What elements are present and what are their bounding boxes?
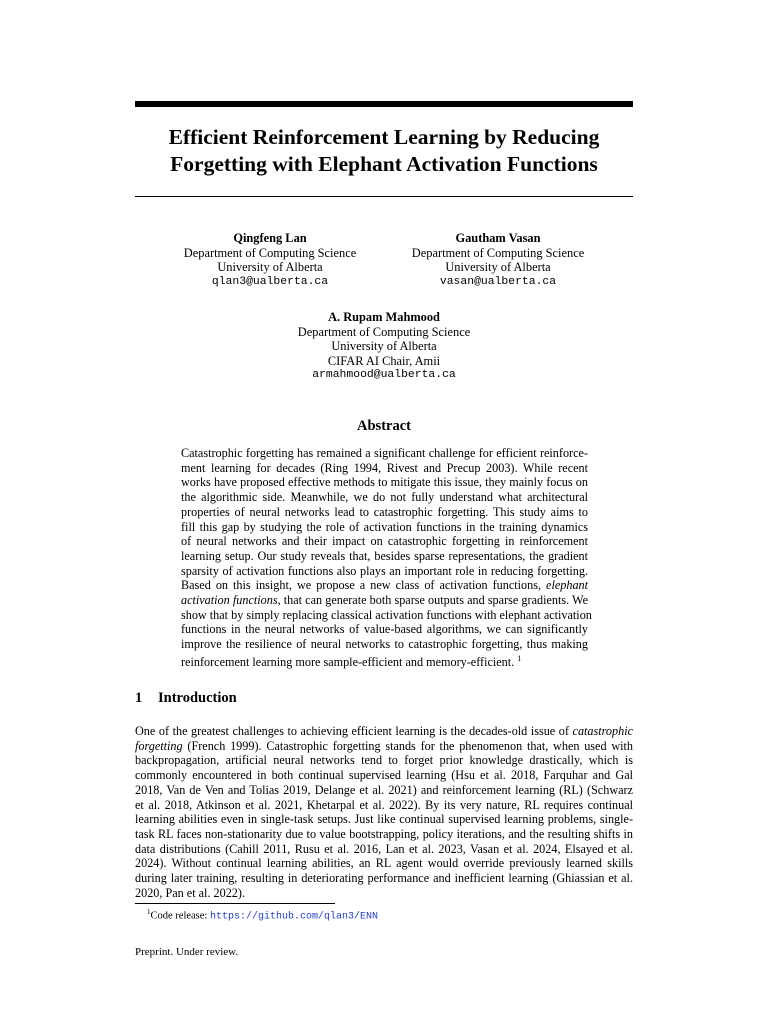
- abstract-line: improve the resilience of neural networks to catastrophic forgetting, thus making: [181, 637, 588, 652]
- author-chair: CIFAR AI Chair, Amii: [327, 353, 441, 368]
- intro-paragraph: [135, 724, 633, 900]
- body-emphasis: catastrophic: [572, 724, 634, 738]
- abstract-line: properties of neural networks lead to catastrophic forgetting. This study aims to: [181, 504, 588, 519]
- body-emphasis: forgetting: [135, 738, 183, 753]
- author-email: vasan@ualberta.ca: [439, 275, 557, 288]
- author-name: Qingfeng Lan: [233, 231, 307, 245]
- abstract-line: ment learning for decades (Ring 1994, Rivest and Precup 2003). While recent: [181, 460, 588, 475]
- abstract-heading: Abstract: [357, 418, 411, 434]
- author-university: University of Alberta: [331, 339, 437, 353]
- body-line: et al. 2018, Atkinson et al. 2021, Khetarpal et al. 2022). By its very nature, RL requires continual: [135, 797, 633, 812]
- author-name: A. Rupam Mahmood: [328, 310, 440, 324]
- author-university: University of Alberta: [445, 260, 551, 274]
- abstract-line: fill this gap by studying the role of activation functions in the training dynamics: [181, 519, 588, 534]
- abstract-line: [181, 578, 588, 593]
- body-text-segment: (French 1999). Catastrophic forgetting stands for the phenomenon that, when used with: [187, 738, 633, 753]
- footnote-mark[interactable]: 1: [517, 653, 522, 663]
- body-text-segment: One of the greatest challenges to achieving efficient learning is the decades-old issue of: [135, 724, 569, 738]
- paper-title: [135, 124, 633, 178]
- body-line: data distributions (Cahill 2011, Rusu et al. 2016, Lan et al. 2023, Vasan et al. 2024, Elsayed et al.: [135, 841, 633, 856]
- author-department: Department of Computing Science: [183, 245, 357, 260]
- author-university: University of Alberta: [217, 260, 323, 274]
- abstract-line: sparsity of activation functions also plays an important role in reducing forgetting.: [181, 563, 588, 578]
- abstract-text: [181, 446, 592, 670]
- abstract-emphasis: elephant: [546, 578, 589, 593]
- abstract-line: show that by simply replacing classical activation functions with elephant activation: [181, 607, 592, 622]
- body-line: backpropagation, artificial neural networks tend to forget prior knowledge drastically, which is: [135, 753, 633, 768]
- footnote-label: Code release:: [150, 910, 208, 922]
- top-rule: [135, 101, 633, 107]
- author-email: armahmood@ualberta.ca: [312, 369, 456, 381]
- body-line: [135, 739, 633, 754]
- abstract-line: learning setup. Our study reveals that, besides sparse representations, the gradient: [181, 548, 588, 563]
- body-line: [135, 724, 633, 739]
- code-release-link[interactable]: https://github.com/qlan3/ENN: [209, 911, 379, 923]
- footnote-rule: [135, 903, 335, 904]
- section-heading: [135, 690, 237, 707]
- author-block: [269, 310, 499, 383]
- footnote-number: 1: [147, 908, 151, 916]
- title-line: Efficient Reinforcement Learning by Reducing: [168, 125, 600, 149]
- abstract-text-segment: , that can generate both sparse outputs and sparse gradients. We: [277, 593, 588, 608]
- abstract-line: functions in the neural networks of value-based algorithms, we can significantly: [181, 622, 588, 637]
- title-rule: [135, 196, 633, 197]
- author-name: Gautham Vasan: [455, 231, 541, 245]
- abstract-line: [181, 652, 588, 670]
- abstract-emphasis: activation functions: [181, 593, 278, 608]
- author-department: Department of Computing Science: [297, 324, 471, 339]
- body-line: during later training, resulting in deteriorating performance and inefficient learning (Ghiassian et al.: [135, 871, 633, 886]
- author-block: [170, 231, 370, 289]
- abstract-line: of neural networks and their impact on catastrophic forgetting in reinforcement: [181, 534, 588, 549]
- abstract-text-segment: Based on this insight, we propose a new class of activation functions,: [181, 578, 541, 593]
- abstract-line: [181, 593, 588, 608]
- footnote: [147, 906, 378, 924]
- body-line: task RL faces non-stationarity due to value bootstrapping, policy iterations, and the resulting shifts in: [135, 826, 633, 841]
- section-title: Introduction: [158, 690, 237, 706]
- abstract-line: the algorithmic side. Meanwhile, we do not fully understand what architectural: [181, 490, 588, 505]
- author-block: [398, 231, 598, 289]
- title-line: Forgetting with Elephant Activation Functions: [170, 152, 598, 176]
- abstract-line: works have proposed effective methods to mitigate this issue, they mainly focus on: [181, 475, 588, 490]
- preprint-notice: Preprint. Under review.: [135, 946, 239, 958]
- body-line: learning abilities even in single-task setups. Just like continual supervised learning problems, single-: [135, 812, 633, 827]
- body-line: 2020, Pan et al. 2022).: [135, 885, 246, 900]
- author-email: qlan3@ualberta.ca: [211, 275, 329, 288]
- body-line: commonly encountered in both continual supervised learning (Hsu et al. 2018, Farquhar and Gal: [135, 768, 633, 783]
- author-department: Department of Computing Science: [411, 245, 585, 260]
- body-line: 2024). Without continual learning abilities, an RL agent would override previously learned skills: [135, 856, 633, 871]
- section-number: 1: [135, 690, 143, 706]
- abstract-text-segment: reinforcement learning more sample-efficient and memory-efficient.: [181, 654, 515, 669]
- abstract-line: Catastrophic forgetting has remained a significant challenge for efficient reinforce-: [181, 446, 588, 460]
- body-line: 2018, Van de Ven and Tolias 2019, Delange et al. 2021) and reinforcement learning (RL) (Schwarz: [135, 782, 633, 797]
